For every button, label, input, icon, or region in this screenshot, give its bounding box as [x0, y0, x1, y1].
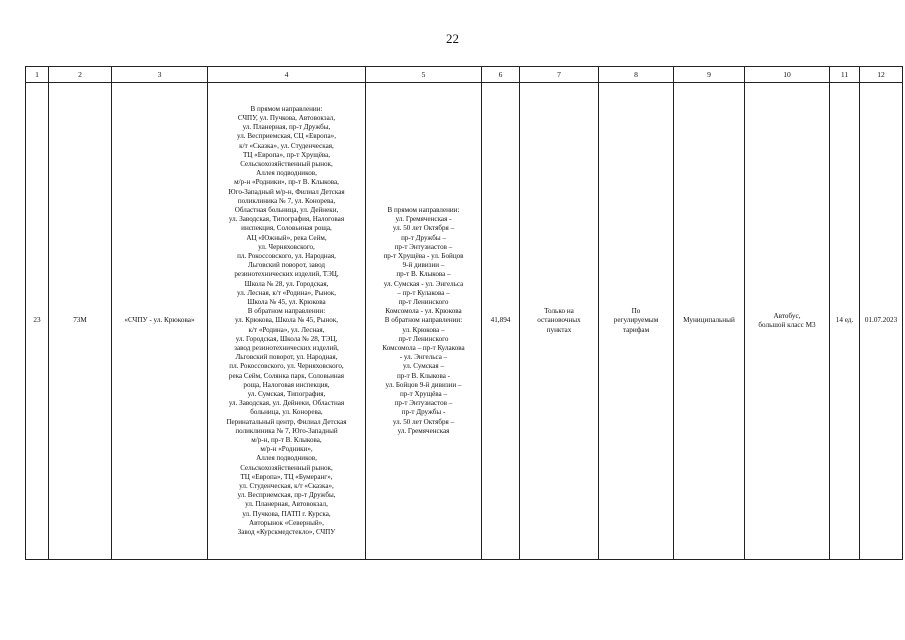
tariff-type-cell	[599, 83, 674, 560]
boarding-order-text: Только на остановочных пунктах	[537, 307, 581, 334]
header-cell-8: 8	[599, 67, 674, 83]
header-cell-5: 5	[366, 67, 482, 83]
vehicle-class-text: Автобус, большой класс М3	[758, 311, 816, 329]
header-cell-10: 10	[745, 67, 830, 83]
page-number: 22	[446, 31, 459, 46]
route-index-cell: 23	[26, 83, 49, 560]
stops-list-text: В прямом направлении: СЧПУ, ул. Пучкова, Автовокзал, ул. Планерная, пр-т Дружбы, ул. Весприемская, СЦ «Европа», к/т «Сказка», ул. Студенческая, ТЦ «Европа», пр-т Хрущёва, Сельскохозяйственный рынок, Аллея подводников, м/р-н «Родники», пр-т В. Клыкова, Юго-Западный м/р-н, Филиал Детская поликлиника № 7, ул. Конорева, Областная больница, ул. Дейнеки, ул. Заводская, Типография, Налоговая инспекция, Соловьиная роща, АЦ «Южный», река Сейм, ул. Черняховского, пл. Рокоссовского, ул. Народная, Льговский поворот, завод резинотехнических изделий, ТЭЦ, Школа № 28, ул. Городская, ул. Лесная, к/т «Родина», Рынок, Школа № 45, ул. Крюкова В обратном направлении: ул. Крюкова, Школа № 45, Рынок, к/т «Родина», ул. Лесная, ул. Городская, Школа № 28, ТЭЦ, завод резинотехнических изделий, Льговский поворот, ул. Народная, пл. Рокоссовского, ул. Черняховского, река Сейм, Солянка парк, Соловьиная роща, Налоговая инспекция, ул. Сумская, Типография, ул. Заводская, ул. Дейнеки, Областная больница, ул. Конорева, Перинатальный центр, Филиал Детская поликлиника № 7, Юго-Западный м/р-н, пр-т В. Клыкова, м/р-н «Родники», Аллея подводников, Сельскохозяйственный рынок, ТЦ «Европа», ТЦ «Бумеранг», ул. Студенческая, к/т «Сказка», ул. Весприемская, пр-т Дружбы, ул. Планерная, Автовокзал, ул. Пучкова, ПАТП г. Курска, Авторынок «Северный», Завод «Курскмедстекло», СЧПУ	[226, 104, 347, 537]
header-row	[26, 67, 903, 83]
vehicle-class-cell	[745, 83, 830, 560]
transport-kind-cell: Муниципальный	[674, 83, 745, 560]
header-cell-12: 12	[860, 67, 903, 83]
header-cell-4: 4	[208, 67, 366, 83]
route-number-cell: 73М	[49, 83, 112, 560]
header-cell-3: 3	[112, 67, 208, 83]
routes-table	[25, 66, 903, 560]
tariff-type-text: По регулируемым тарифам	[613, 307, 659, 334]
header-cell-11: 11	[830, 67, 860, 83]
route-name-cell: «СЧПУ - ул. Крюкова»	[112, 83, 208, 560]
table-row	[26, 83, 903, 560]
start-date-cell: 01.07.2023	[860, 83, 903, 560]
header-cell-1: 1	[26, 67, 49, 83]
header-cell-6: 6	[482, 67, 520, 83]
streets-list-text: В прямом направлении: ул. Гремяченская - ул. 50 лет Октября – пр-т Дружбы – пр-т Энтузиастов – пр-т Хрущёва - ул. Бойцов 9-й дивизии – пр-т В. Клыкова – ул. Сумская - ул. Энгельса – пр-т Кулакова – пр-т Ленинского Комсомола - ул. Крюкова В обратном направлении: ул. Крюкова – пр-т Ленинского Комсомола – пр-т Кулакова - ул. Энгельса – ул. Сумская – пр-т В. Клыкова - ул. Бойцов 9-й дивизии – пр-т Хрущёва – пр-т Энтузиастов – пр-т Дружбы - ул. 50 лет Октября – ул. Гремяченская	[382, 205, 465, 435]
header-cell-9: 9	[674, 67, 745, 83]
stops-list-cell	[208, 83, 366, 560]
boarding-order-cell	[520, 83, 599, 560]
streets-list-cell	[366, 83, 482, 560]
route-length-cell: 41,894	[482, 83, 520, 560]
vehicle-count-cell: 14 ед.	[830, 83, 860, 560]
header-cell-7: 7	[520, 67, 599, 83]
header-cell-2: 2	[49, 67, 112, 83]
